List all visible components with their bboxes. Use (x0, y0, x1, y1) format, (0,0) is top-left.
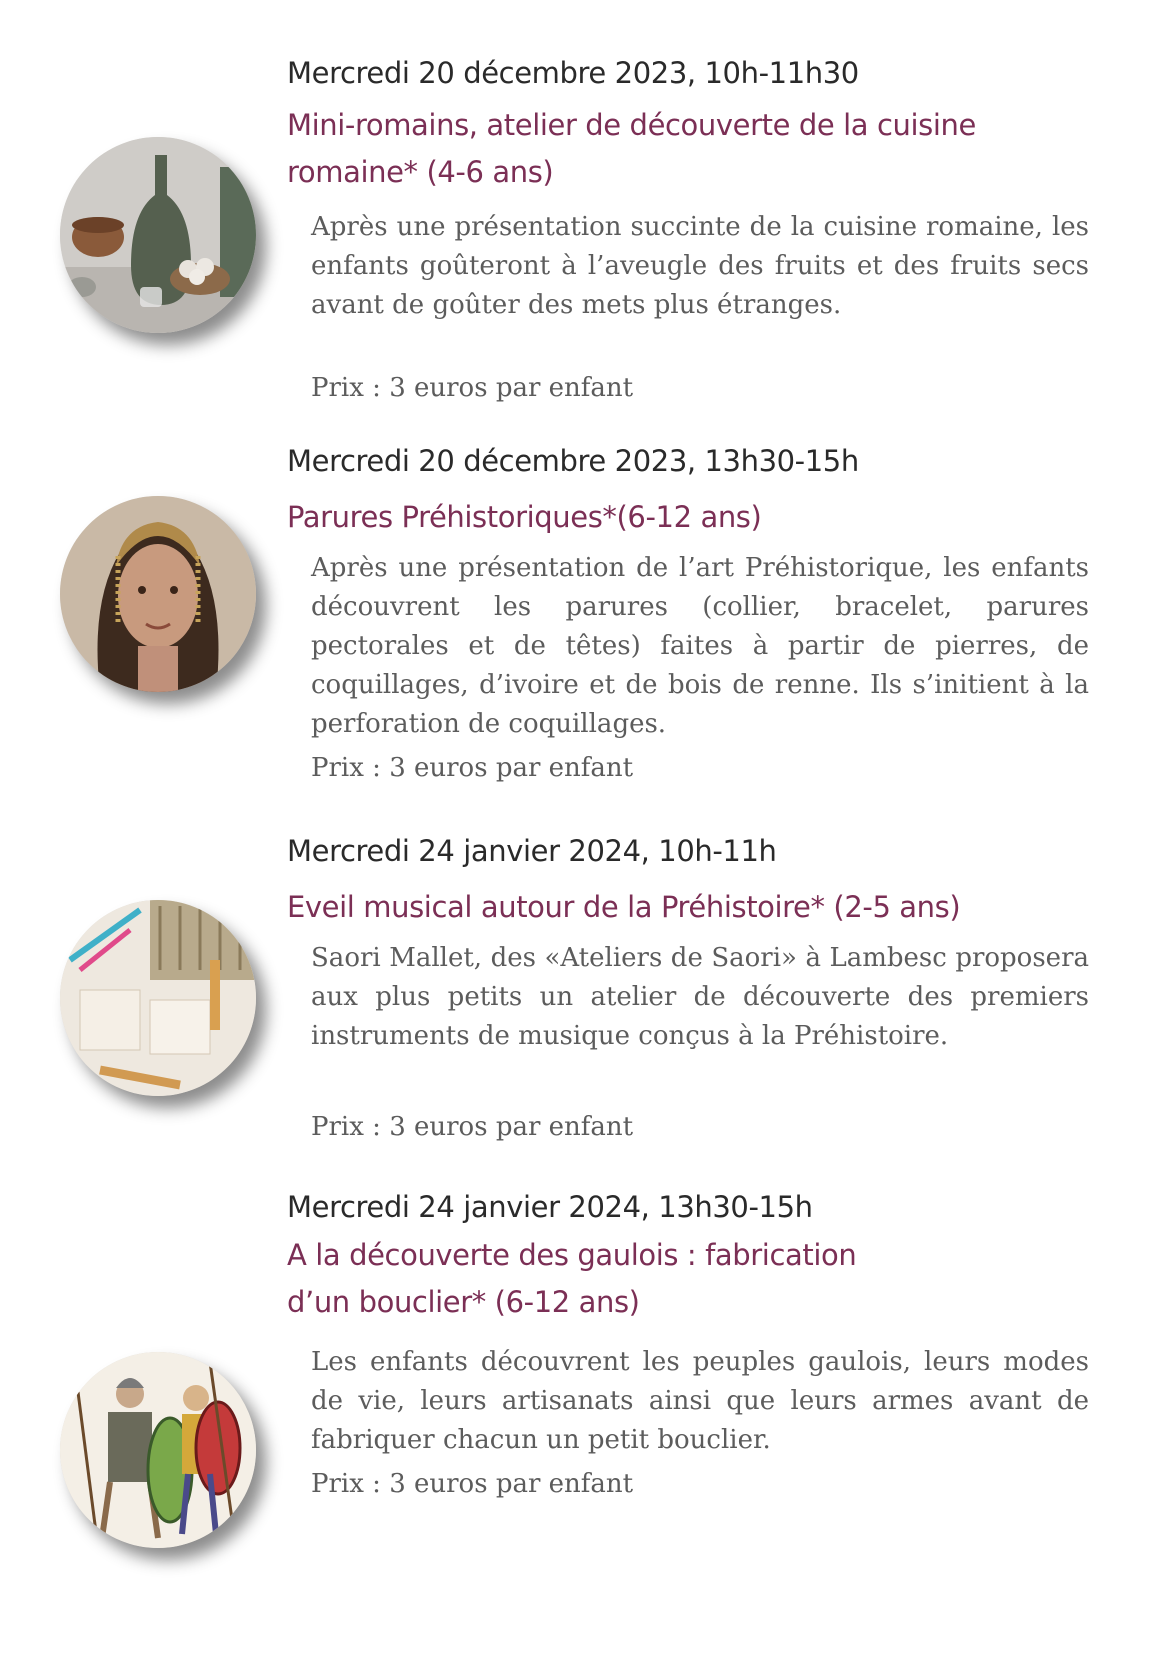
event-title-line: Parures Préhistoriques*(6-12 ans) (287, 500, 762, 534)
event-title-line: romaine* (4-6 ans) (287, 155, 554, 189)
event-description: Après une présentation succinte de la cuisine romaine, les enfants goûteront à l’aveugle des fruits et des fruits secs avant de goûter des mets plus étranges. (311, 212, 1089, 320)
event-date: Mercredi 24 janvier 2024, 10h-11h (287, 834, 777, 868)
event-title (287, 102, 1087, 196)
event-price: Prix : 3 euros par enfant (311, 1469, 634, 1499)
event-date: Mercredi 24 janvier 2024, 13h30-15h (287, 1190, 813, 1224)
event-description: Saori Mallet, des «Ateliers de Saori» à Lambesc proposera aux plus petits un atelier de découverte des premiers instruments de musique conçus à la Préhistoire. (311, 943, 1089, 1051)
event-description: Après une présentation de l’art Préhistorique, les enfants découvrent les parures (collier, bracelet, parures pectorales et de têtes) faites à partir de pierres, de coquillages, d’ivoire et de bois de renne. Ils s’initient à la perforation de coquillages. (311, 553, 1089, 739)
event-price: Prix : 3 euros par enfant (311, 753, 634, 783)
prehistoric-woman-portrait (60, 496, 256, 692)
musical-instruments-photo (60, 900, 256, 1096)
gaulish-warriors-illustration (60, 1352, 256, 1548)
roman-kitchenware-photo (60, 137, 256, 333)
event-date: Mercredi 20 décembre 2023, 13h30-15h (287, 444, 859, 478)
event-title (287, 884, 1087, 931)
event-title-line: Eveil musical autour de la Préhistoire* (2-5 ans) (287, 890, 961, 924)
event-title-line: A la découverte des gaulois : fabrication (287, 1238, 857, 1272)
event-title (287, 1232, 1087, 1326)
event-description: Les enfants découvrent les peuples gaulois, leurs modes de vie, leurs artisanats ainsi que leurs armes avant de fabriquer chacun un petit bouclier. (311, 1347, 1089, 1455)
event-title-line: Mini-romains, atelier de découverte de la cuisine (287, 108, 976, 142)
event-price: Prix : 3 euros par enfant (311, 373, 634, 403)
event-date: Mercredi 20 décembre 2023, 10h-11h30 (287, 56, 859, 90)
event-title (287, 494, 1087, 541)
event-price: Prix : 3 euros par enfant (311, 1112, 634, 1142)
event-title-line: d’un bouclier* (6-12 ans) (287, 1285, 640, 1319)
